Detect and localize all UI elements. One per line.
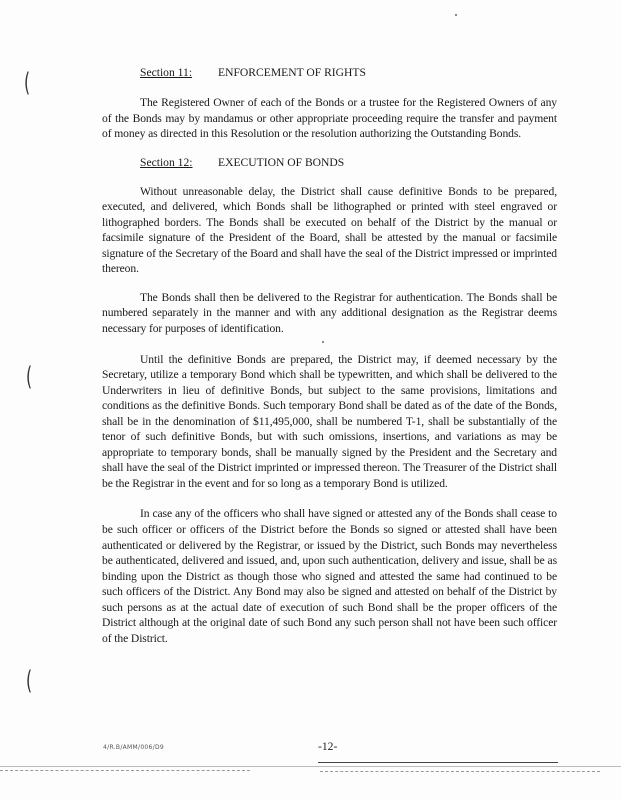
footer-rule xyxy=(0,770,250,771)
section-12-number: Section 12: xyxy=(140,155,193,169)
section-11-title: ENFORCEMENT OF RIGHTS xyxy=(218,66,366,79)
document-code: 4/R.B/AMM/006/D9 xyxy=(103,744,165,751)
page-number: -12- xyxy=(318,740,338,753)
punch-hole-mark: ( xyxy=(24,68,31,98)
section-11-number: Section 11: xyxy=(140,66,193,79)
section-12-paragraph-2: The Bonds shall then be delivered to the Registrar for authentication. The Bonds shall be numbered separately in the manner and with any additional designation as the Registrar deems necessary for purposes of identification. xyxy=(102,290,557,336)
scan-speck xyxy=(455,14,457,16)
punch-hole-mark: ( xyxy=(26,666,33,696)
section-12-paragraph-4: In case any of the officers who shall have signed or attested any of the Bonds shall cease to be such officer or officers of the District before the Bonds so signed or attested shall have been authenticated or delivered by the Registrar, or issued by the District, such Bonds may nevertheless be authenticated, delivered and issued, and, upon such authentication, delivery and issue, shall be as binding upon the District as though those who signed and attested the same had continued to be such officers of the District. Any Bond may also be signed and attested on behalf of the District by such persons as at the actual date of execution of such Bond shall be the proper officers of the District although at the original date of such Bond any such person shall not have been such officer of the District. xyxy=(102,507,557,645)
footer-rule xyxy=(318,762,558,763)
section-12-paragraph-3: Until the definitive Bonds are prepared, the District may, if deemed necessary by the Secretary, utilize a temporary Bond which shall be typewritten, and which shall be delivered to the Underwriters in lieu of definitive Bonds, but subject to the same provisions, limitations and conditions as the definitive Bonds. Such temporary Bond shall be dated as of the date of the Bonds, shall be in the denomination of $11,495,000, shall be numbered T-1, shall be substantially of the tenor of such definitive Bonds, but with such omissions, insertions, and variations as may be appropriate to temporary bonds, shall be manually signed by the President and the Secretary and shall have the seal of the District imprinted or impressed thereon. The Treasurer of the District shall be the Registrar in the event and for so long as a temporary Bond is utilized. xyxy=(102,352,557,490)
section-11-paragraph: The Registered Owner of each of the Bonds or a trustee for the Registered Owners of any of the Bonds may by mandamus or other appropriate proceeding require the transfer and payment of money as directed in this Resolution or the resolution authorizing the Outstanding Bonds. xyxy=(102,96,557,141)
punch-hole-mark: ( xyxy=(26,362,33,392)
section-12-title: EXECUTION OF BONDS xyxy=(218,155,345,169)
section-11-heading xyxy=(102,66,557,80)
footer-rule xyxy=(320,771,600,772)
footer-rule xyxy=(0,766,621,767)
section-12-paragraph-1: Without unreasonable delay, the District shall cause definitive Bonds to be prepared, executed, and delivered, which Bonds shall be lithographed or printed with steel engraved or lithographed borders. The Bonds shall be executed on behalf of the District by the manual or facsimile signature of the President of the Board, shall be attested by the manual or facsimile signature of the Secretary of the Board and shall have the seal of the District impressed or imprinted thereon. xyxy=(102,184,557,276)
section-12-heading xyxy=(102,156,557,170)
document-body xyxy=(102,66,557,646)
